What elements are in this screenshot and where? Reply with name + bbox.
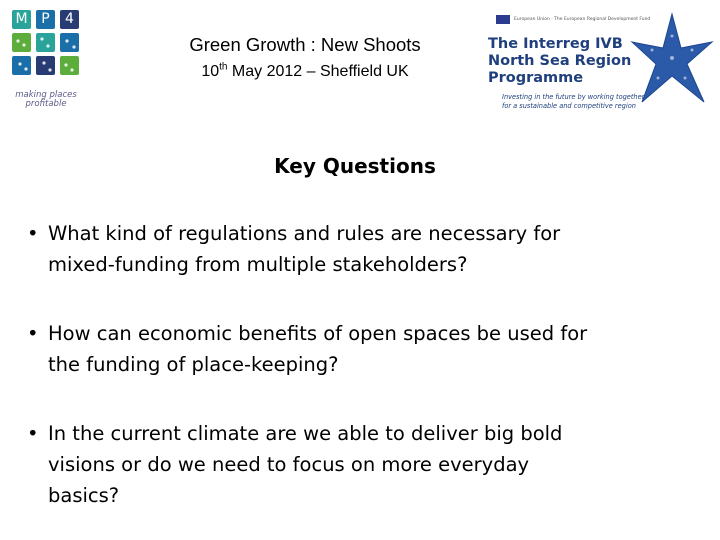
bullet-dot-icon: •: [27, 422, 39, 445]
bullet-item: [26, 418, 696, 511]
interreg-tagline: [502, 93, 672, 111]
bullet-item: [26, 218, 696, 280]
mp4-cell-4: 4: [60, 10, 79, 29]
event-date: [150, 62, 460, 82]
bullet-dot-icon: •: [27, 322, 39, 345]
mp4-logo-grid: [12, 10, 80, 90]
bullet-dot-icon: •: [27, 222, 39, 245]
eu-text: European Union · The European Regional Development Fund: [514, 16, 651, 22]
interreg-logo: [488, 10, 713, 125]
bullet-line: visions or do we need to focus on more everyday: [48, 453, 530, 476]
interreg-name-line-3: Programme: [488, 70, 584, 86]
event-date-rest: May 2012 – Sheffield UK: [227, 63, 409, 80]
mp4-cell-p: P: [36, 10, 55, 29]
bullet-line: How can economic benefits of open spaces be used for: [48, 322, 588, 345]
mp4-logo: [12, 10, 80, 120]
bullet-line: mixed-funding from multiple stakeholders?: [48, 253, 468, 276]
mp4-cell-m: M: [12, 10, 31, 29]
eu-flag-icon: [496, 15, 510, 24]
bullet-line: What kind of regulations and rules are necessary for: [48, 222, 561, 245]
eu-strip: [496, 14, 650, 24]
mp4-tagline: [12, 91, 80, 109]
interreg-name-line-1: The Interreg IVB: [488, 36, 623, 52]
starfish-icon: [630, 12, 714, 106]
interreg-name: [488, 36, 631, 87]
interreg-name-line-2: North Sea Region: [488, 53, 632, 69]
interreg-tagline-line-2: for a sustainable and competitive region: [502, 102, 636, 110]
event-date-day: 10: [201, 63, 220, 80]
event-title: Green Growth : New Shoots: [189, 34, 421, 55]
mp4-dots-icon: [12, 10, 80, 80]
bullet-line: the funding of place-keeping?: [48, 353, 339, 376]
mp4-tagline-line-2: profitable: [25, 99, 67, 109]
mp4-tagline-line-1: making places: [15, 90, 77, 100]
section-title: Key Questions: [274, 154, 436, 178]
bullet-list: [26, 218, 696, 511]
event-date-suffix: th: [219, 61, 228, 73]
bullet-item: [26, 318, 696, 380]
interreg-tagline-line-1: Investing in the future by working together: [502, 93, 645, 101]
bullet-line: In the current climate are we able to deliver big bold: [48, 422, 563, 445]
bullet-line: basics?: [48, 484, 120, 507]
